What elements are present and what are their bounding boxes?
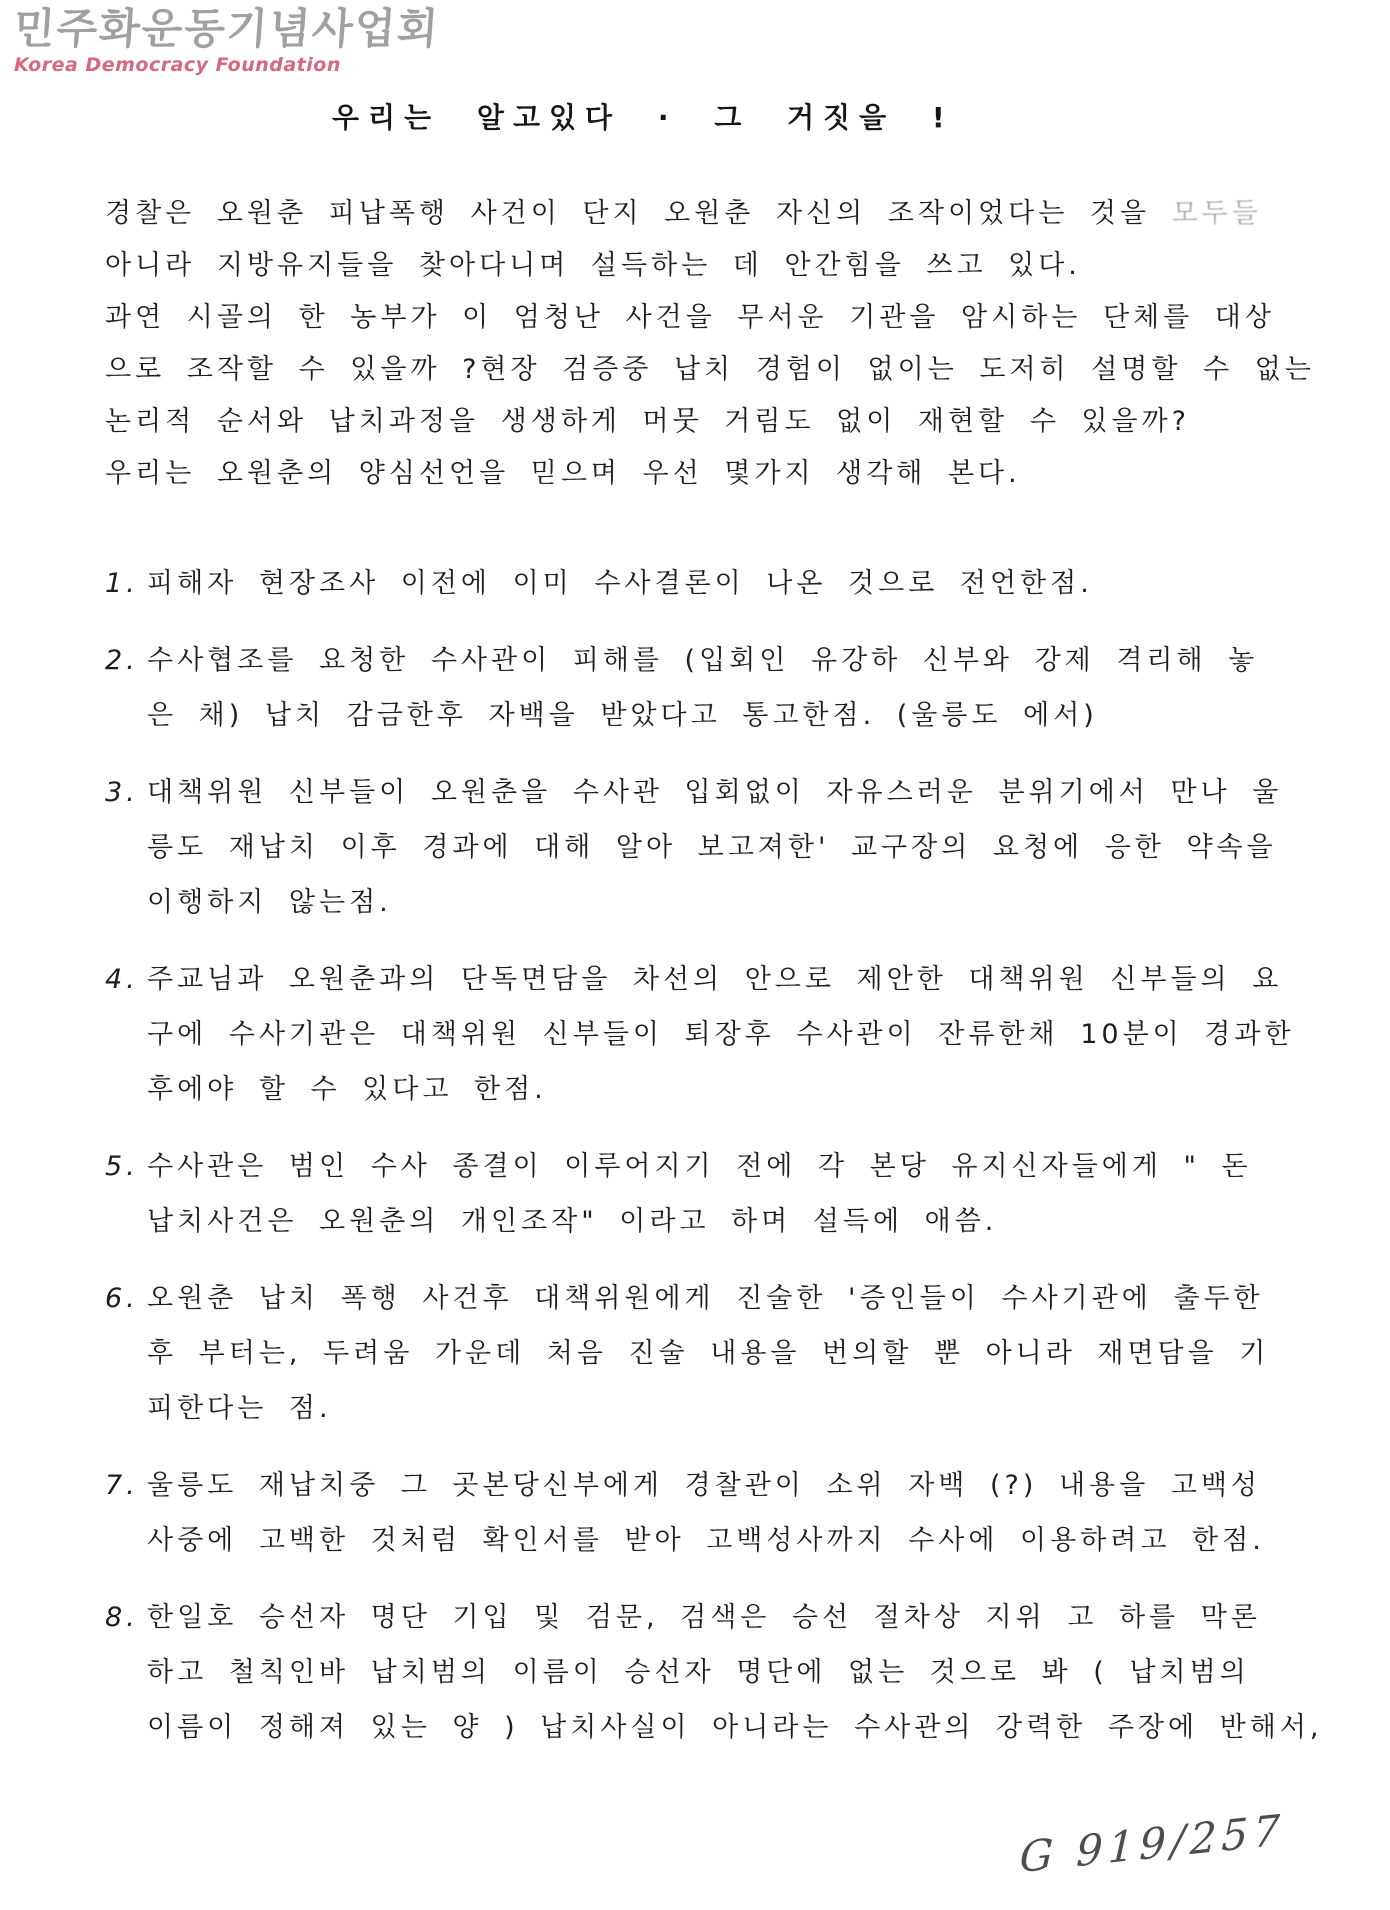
- item-line: 피해자 현장조사 이전에 이미 수사결론이 나온 것으로 전언한점.: [147, 568, 1093, 599]
- document-title: 우리는 알고있다 · 그 거짓을 !: [332, 101, 954, 134]
- intro-paragraph: [105, 188, 1315, 500]
- item-number: 3.: [105, 777, 139, 808]
- item-line: 후에야 할 수 있다고 한점.: [147, 1074, 547, 1105]
- item-line: 사중에 고백한 것처럼 확인서를 받아 고백성사까지 수사에 이용하려고 한점.: [147, 1525, 1265, 1556]
- list-item-3: [105, 765, 1283, 930]
- list-item-1: [105, 556, 1195, 611]
- item-line: 구에 수사기관은 대책위원 신부들이 퇴장후 수사관이 잔류한채 10분이 경과한: [147, 1019, 1295, 1050]
- intro-line: 과연 시골의 한 농부가 이 엄청난 사건을 무서운 기관을 암시하는 단체를 대상: [105, 302, 1275, 333]
- list-item-4: [105, 952, 1295, 1117]
- item-line: 울릉도 재납치중 그 곳본당신부에게 경찰관이 소위 자백 (?) 내용을 고백성: [147, 1470, 1262, 1501]
- item-line: 이행하지 않는점.: [147, 887, 392, 918]
- item-line: 오원춘 납치 폭행 사건후 대책위원에게 진술한 '증인들이 수사기관에 출두한: [147, 1283, 1264, 1314]
- item-line: 대책위원 신부들이 오원춘을 수사관 입회없이 자유스러운 분위기에서 만나 울: [147, 777, 1283, 808]
- intro-line: 논리적 순서와 납치과정을 생생하게 머뭇 거림도 없이 재현할 수 있을까?: [105, 406, 1190, 437]
- list-item-6: [105, 1271, 1270, 1436]
- item-line: 수사관은 범인 수사 종결이 이루어지기 전에 각 본당 유지신자들에게 " 돈: [147, 1151, 1252, 1182]
- item-number: 4.: [105, 964, 139, 995]
- intro-line: 으로 조작할 수 있을까 ?현장 검증중 납치 경험이 없이는 도저히 설명할 수 없는: [105, 354, 1315, 385]
- intro-line-1-main: 경찰은 오원춘 피납폭행 사건이 단지 오원춘 자신의 조작이었다는 것을: [105, 198, 1172, 229]
- item-line: 은 채) 납치 감금한후 자백을 받았다고 통고한점. (울릉도 에서): [147, 700, 1098, 731]
- item-line: 후 부터는, 두려움 가운데 처음 진술 내용을 번의할 뿐 아니라 재면담을 기: [147, 1338, 1270, 1369]
- list-item-5: [105, 1139, 1252, 1249]
- item-number: 1.: [105, 568, 139, 599]
- item-line: 수사협조를 요청한 수사관이 피해를 (입회인 유강하 신부와 강제 격리해 놓: [147, 645, 1259, 676]
- item-line: 납치사건은 오원춘의 개인조작" 이라고 하며 설득에 애씀.: [147, 1206, 998, 1237]
- item-line: 하고 철칙인바 납치범의 이름이 승선자 명단에 없는 것으로 봐 ( 납치범의: [147, 1657, 1250, 1688]
- org-logo: [14, 6, 440, 76]
- item-number: 5.: [105, 1151, 139, 1182]
- list-item-2: [105, 633, 1259, 743]
- item-number: 8.: [105, 1602, 139, 1633]
- item-line: 한일호 승선자 명단 기입 및 검문, 검색은 승선 절차상 지위 고 하를 막론: [147, 1602, 1261, 1633]
- document-body: [105, 188, 1323, 1755]
- item-line: 이름이 정해져 있는 양 ) 납치사실이 아니라는 수사관의 강력한 주장에 반해서,: [147, 1712, 1323, 1743]
- list-item-7: [105, 1458, 1265, 1568]
- org-logo-korean: 민주화운동기념사업회: [12, 4, 442, 53]
- intro-line: 우리는 오원춘의 양심선언을 믿으며 우선 몇가지 생각해 본다.: [105, 458, 1021, 489]
- item-number: 7.: [105, 1470, 139, 1501]
- intro-line: 아니라 지방유지들을 찾아다니며 설득하는 데 안간힘을 쓰고 있다.: [105, 250, 1081, 281]
- item-line: 피한다는 점.: [147, 1393, 332, 1424]
- item-line: 릉도 재납치 이후 경과에 대해 알아 보고져한' 교구장의 요청에 응한 약속을: [147, 832, 1277, 863]
- list-item-8: [105, 1590, 1323, 1755]
- item-line: 주교님과 오원춘과의 단독면담을 차선의 안으로 제안한 대책위원 신부들의 요: [147, 964, 1283, 995]
- intro-line-1-faded: 모두들: [1171, 198, 1262, 229]
- numbered-list: [105, 556, 1323, 1755]
- handwritten-reference-number: G 919/257: [1018, 1804, 1286, 1883]
- org-logo-english: Korea Democracy Foundation: [14, 54, 341, 77]
- intro-line: [105, 188, 1262, 240]
- item-number: 6.: [105, 1283, 139, 1314]
- item-number: 2.: [105, 645, 139, 676]
